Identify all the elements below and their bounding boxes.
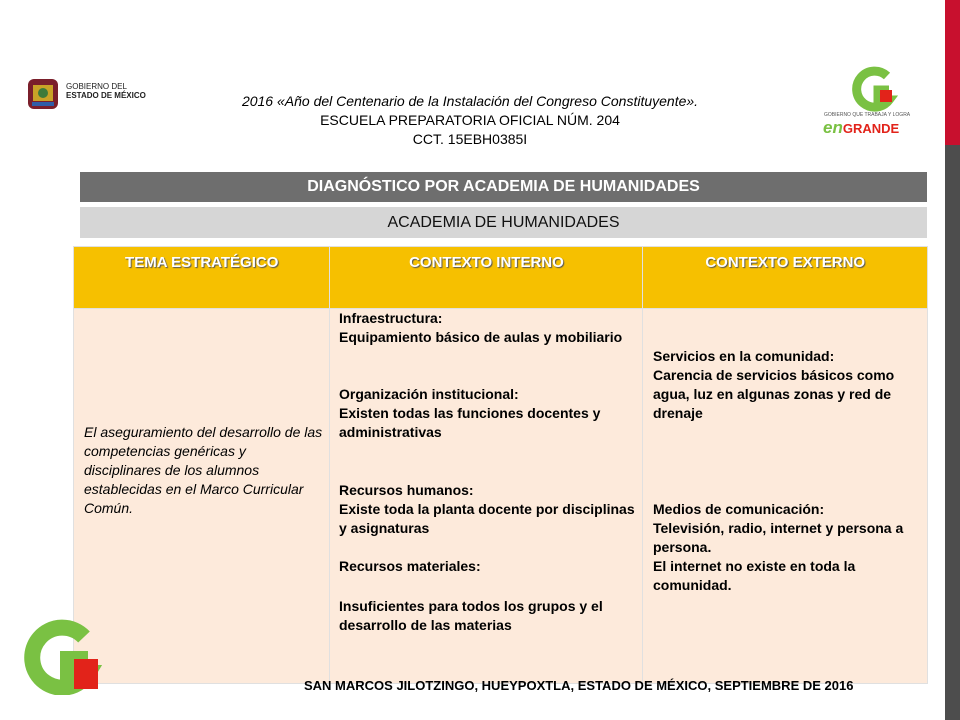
rm-title: Recursos materiales: [339,558,481,574]
infra-text: Equipamiento básico de aulas y mobiliario [339,329,623,345]
page-title: DIAGNÓSTICO POR ACADEMIA DE HUMANIDADES [80,172,927,202]
academy-subtitle: ACADEMIA DE HUMANIDADES [80,207,927,238]
header-school-name: ESCUELA PREPARATORIA OFICIAL NÚM. 204 [320,112,620,128]
engrande-logo [820,60,915,140]
rh-text: Existe toda la planta docente por disciplinas y asignaturas [339,501,635,536]
right-accent-bar-gray [945,145,960,720]
servicios-title: Servicios en la comunidad: [653,348,835,364]
rm-text: Insuficientes para todos los grupos y el desarrollo de las materias [339,598,603,633]
g-logo-bottom [18,615,104,695]
g-bottom-icon [18,615,104,695]
header-year-motto: 2016 «Año del Centenario de la Instalación del Congreso Constituyente». [241,93,699,109]
servicios-text: Carencia de servicios básicos como agua, luz en algunas zonas y red de drenaje [653,367,895,421]
engrande-en: en [823,118,843,137]
medios-title: Medios de comunicación: [653,501,825,517]
org-text: Existen todas las funciones docentes y administrativas [339,405,601,440]
engrande-small-text: GOBIERNO QUE TRABAJA Y LOGRA [824,112,911,118]
g-logo-icon [820,60,915,118]
medios-text: Televisión, radio, internet y persona a persona. [653,520,904,555]
rh-title: Recursos humanos: [339,482,474,498]
header-cct: CCT. 15EBH0385I [412,131,528,147]
internet-text: El internet no existe en toda la comunidad. [653,558,856,593]
org-title: Organización institucional: [339,386,519,402]
header-tema-estrategico: TEMA ESTRATÉGICO [74,247,330,309]
right-accent-bar-red [945,0,960,145]
gov-logo-line2: ESTADO DE MÉXICO [66,91,146,100]
footer-location-date: SAN MARCOS JILOTZINGO, HUEYPOXTLA, ESTADO DE MÉXICO, SEPTIEMBRE DE 2016 [304,678,854,693]
state-seal-icon [24,76,62,112]
header-contexto-interno: CONTEXTO INTERNO [330,247,643,309]
engrande-grande: GRANDE [842,121,900,136]
gov-logo-line1: GOBIERNO DEL [66,82,127,91]
header-contexto-externo: CONTEXTO EXTERNO [643,247,928,309]
tema-text: El aseguramiento del desarrollo de las competencias genéricas y disciplinares de los alumnos establecidas en el Marco Curricular Común. [84,424,323,516]
infra-title: Infraestructura: [339,310,443,326]
